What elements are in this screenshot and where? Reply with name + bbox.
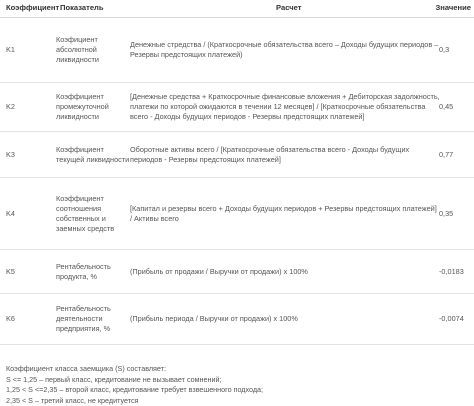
row-code: K3 <box>6 149 15 159</box>
header-calculation: Расчет <box>276 3 302 12</box>
row-value: 0,3 <box>439 45 450 54</box>
table-row <box>0 294 474 345</box>
row-value: -0,0074 <box>439 314 464 323</box>
row-indicator: Коэффициент текущей ликвидности <box>56 144 130 164</box>
row-code: K2 <box>6 102 15 111</box>
table-row <box>0 83 474 132</box>
row-calculation: (Прибыль от продажи / Выручки от продажи) х 100% <box>130 266 308 276</box>
row-calculation: [Капитал и резервы всего + Доходы будущих периодов + Резервы предстоящих платежей] / Активы всего <box>130 203 437 223</box>
row-indicator: Рентабельность деятельности предприятия, % <box>56 304 111 333</box>
row-calculation: Денежные стредства / (Краткосрочные обязательства всего – Доходы будущих периодов – Резервы предстоящих платежей) <box>130 40 439 59</box>
header-code: Коэффициент <box>6 3 60 12</box>
row-value: 0,45 <box>439 102 454 111</box>
borrower-class-notes <box>6 364 466 406</box>
notes-intro: Коэффициент класса заемщика (S) составляет: <box>6 364 166 373</box>
table-header <box>0 0 474 18</box>
row-code: K5 <box>6 266 15 276</box>
row-indicator: Коэффициент соотношения собственных и заемных средств <box>56 193 115 233</box>
notes-class-1: S <= 1,25 – первый класс, кредитование не вызывает сомнений; <box>6 374 222 384</box>
row-code: K1 <box>6 45 15 54</box>
row-calculation: [Денежные средства + Краткосрочные финансовые вложения + Дебиторская задолжность, платежи по которой ожидаются в течении 12 месяцев] / [Краткосрочные обязательства всего - Доходы будущих периодов - Резервы предстоящих платежей] <box>130 92 440 121</box>
row-value: 0,35 <box>439 208 454 218</box>
table-row <box>0 18 474 83</box>
table-row <box>0 250 474 294</box>
table-row <box>0 178 474 250</box>
row-code: K4 <box>6 208 15 218</box>
row-indicator: Коэфициент абсолютной ликвидности <box>56 35 99 64</box>
row-value: -0,0183 <box>439 266 464 276</box>
row-indicator: Рентабельность продукта, % <box>56 261 111 281</box>
header-value: Значение <box>435 3 471 12</box>
notes-class-3: 2,35 < S – третий класс, не кредитуется <box>6 395 139 405</box>
row-code: K6 <box>6 314 15 323</box>
row-indicator: Коэффициент промежуточной ликвидности <box>56 92 109 121</box>
table-row <box>0 132 474 178</box>
header-indicator: Показатель <box>60 3 104 12</box>
row-value: 0,77 <box>439 149 454 159</box>
row-calculation: (Прибыль периода / Выручки от продажи) х 100% <box>130 314 298 323</box>
notes-class-2: 1,25 < S <=2,35 – второй класс, кредитование требует взвешенного подхода; <box>6 385 264 394</box>
row-calculation: Оборотные активы всего / [Краткосрочные обязательства всего - Доходы будущих периодов - Резервы предстоящих платежей] <box>130 144 410 164</box>
